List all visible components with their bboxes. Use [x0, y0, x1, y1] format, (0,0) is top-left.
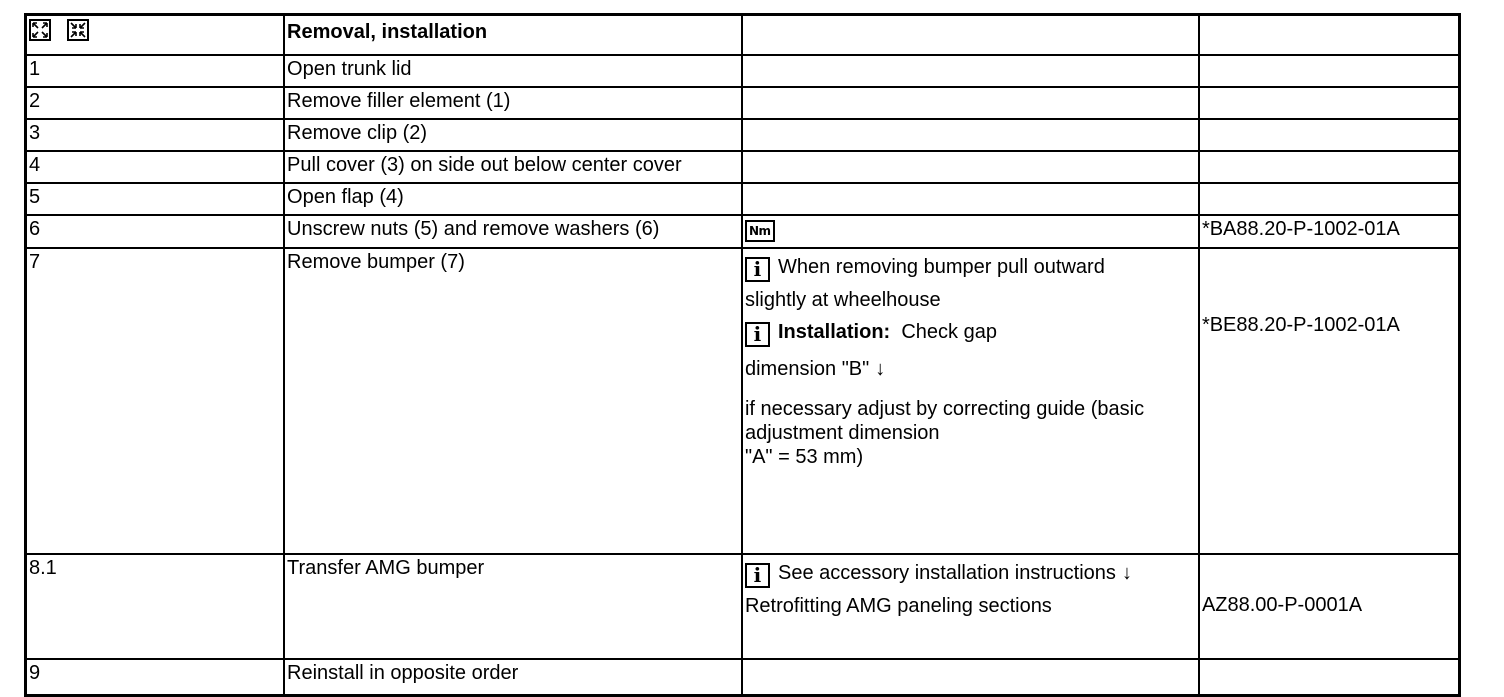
info-icon[interactable]: i	[745, 257, 770, 282]
note-text: When removing bumper pull outward	[777, 256, 1105, 278]
step-number: 4	[26, 151, 285, 183]
step-number: 1	[26, 55, 285, 87]
note-text: adjustment dimension	[744, 422, 940, 444]
note-text: dimension "B"	[744, 358, 870, 380]
header-empty-ref	[1199, 15, 1460, 56]
note-text: See accessory installation instructions	[777, 562, 1116, 584]
step-text: Remove bumper (7)	[284, 248, 742, 554]
step-notes	[742, 151, 1199, 183]
step-ref	[1199, 659, 1460, 696]
header-title: Removal, installation	[284, 15, 742, 56]
torque-nm-icon[interactable]: Nm	[745, 220, 775, 242]
step-number: 8.1	[26, 554, 285, 659]
table-row	[26, 87, 1460, 119]
step-notes	[742, 215, 1199, 248]
step-text: Remove clip (2)	[284, 119, 742, 151]
step-number: 6	[26, 215, 285, 248]
note-text: Check gap	[901, 321, 997, 343]
step-text: Remove filler element (1)	[284, 87, 742, 119]
table-row	[26, 55, 1460, 87]
step-ref[interactable]: *BE88.20-P-1002-01A	[1199, 248, 1460, 554]
step-text: Open flap (4)	[284, 183, 742, 215]
step-ref	[1199, 87, 1460, 119]
step-ref[interactable]: *BA88.20-P-1002-01A	[1199, 215, 1460, 248]
procedure-table	[24, 13, 1461, 697]
header-empty-notes	[742, 15, 1199, 56]
expand-all-icon[interactable]	[29, 19, 51, 41]
header-icons-cell	[26, 15, 285, 56]
step-notes	[742, 248, 1199, 554]
table-row	[26, 248, 1460, 554]
info-icon[interactable]: i	[745, 322, 770, 347]
note-text: slightly at wheelhouse	[744, 289, 941, 311]
down-arrow-icon[interactable]: ↓	[1121, 562, 1132, 584]
down-arrow-icon[interactable]: ↓	[875, 358, 886, 380]
installation-label: Installation:	[777, 321, 891, 343]
table-row	[26, 151, 1460, 183]
table-row	[26, 119, 1460, 151]
collapse-all-icon[interactable]	[67, 19, 89, 41]
step-text: Unscrew nuts (5) and remove washers (6)	[284, 215, 742, 248]
step-ref[interactable]: AZ88.00-P-0001A	[1199, 554, 1460, 659]
step-notes	[742, 87, 1199, 119]
table-row	[26, 215, 1460, 248]
info-icon[interactable]: i	[745, 563, 770, 588]
note-text: Retrofitting AMG paneling sections	[744, 595, 1052, 617]
step-ref	[1199, 119, 1460, 151]
step-number: 7	[26, 248, 285, 554]
step-notes	[742, 119, 1199, 151]
step-notes	[742, 554, 1199, 659]
table-row	[26, 554, 1460, 659]
note-text: if necessary adjust by correcting guide (basic	[744, 398, 1145, 420]
step-text: Transfer AMG bumper	[284, 554, 742, 659]
step-text: Open trunk lid	[284, 55, 742, 87]
step-ref	[1199, 183, 1460, 215]
table-row	[26, 659, 1460, 696]
step-number: 2	[26, 87, 285, 119]
step-ref	[1199, 55, 1460, 87]
step-text: Reinstall in opposite order	[284, 659, 742, 696]
step-number: 5	[26, 183, 285, 215]
step-number: 3	[26, 119, 285, 151]
note-text: "A" = 53 mm)	[744, 446, 864, 468]
step-notes	[742, 55, 1199, 87]
step-notes	[742, 183, 1199, 215]
step-notes	[742, 659, 1199, 696]
step-text: Pull cover (3) on side out below center cover	[284, 151, 742, 183]
step-number: 9	[26, 659, 285, 696]
table-row	[26, 183, 1460, 215]
table-header-row	[26, 15, 1460, 56]
step-ref	[1199, 151, 1460, 183]
